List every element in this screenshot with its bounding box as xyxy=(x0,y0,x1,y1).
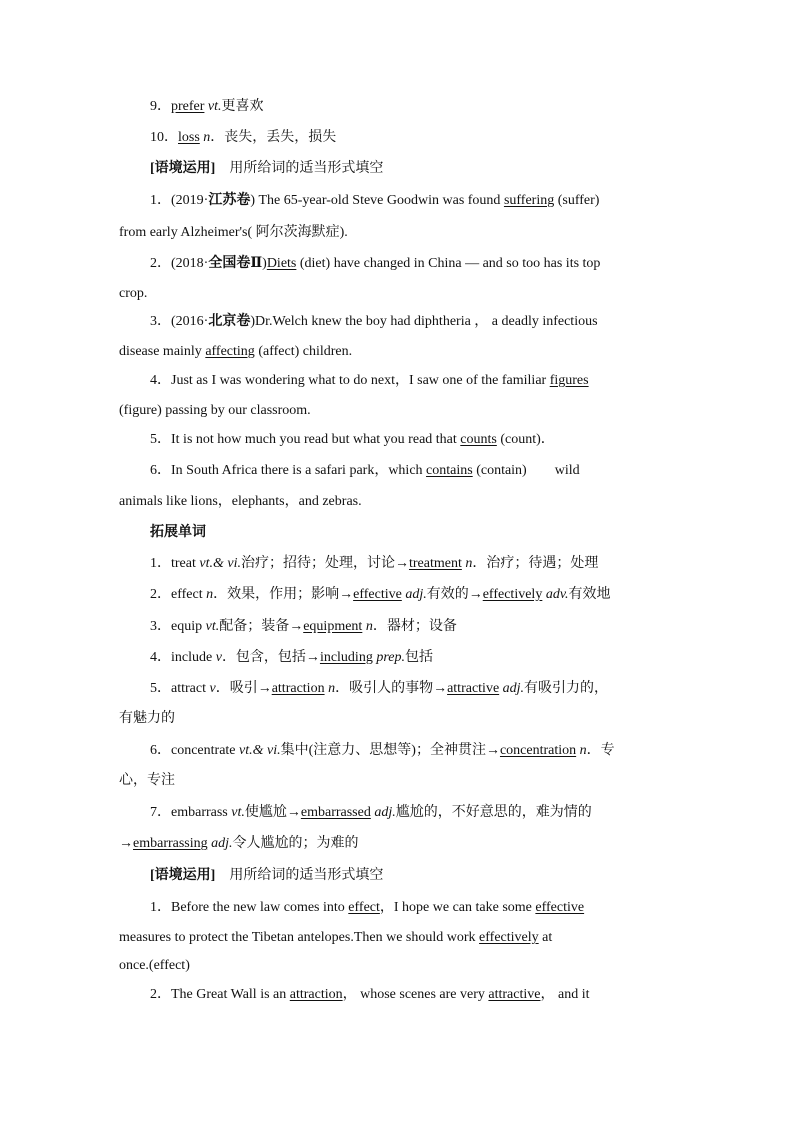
source-year: (2018· xyxy=(171,256,209,271)
question-text: ， and it xyxy=(540,987,590,1002)
item-number: 9． xyxy=(150,99,171,114)
answer-blank: effectively xyxy=(479,930,539,945)
answer-blank: figures xyxy=(549,373,589,388)
answer-blank: attractive xyxy=(488,987,541,1002)
answer-blank: effective xyxy=(353,587,402,602)
meaning: 有效地 xyxy=(568,587,611,602)
question-5 xyxy=(150,430,555,450)
meaning: 尴尬的，不好意思的，难为情的 xyxy=(395,805,592,820)
meaning: 治疗；招待；处理，讨论→ xyxy=(240,556,409,571)
extension-item-4 xyxy=(150,648,433,668)
meaning: ．吸引人的事物→ xyxy=(335,681,448,696)
answer-blank: affecting xyxy=(205,344,255,359)
question-4 xyxy=(150,371,589,391)
meaning: ．效果，作用；影响→ xyxy=(213,587,354,602)
source-year: (2016· xyxy=(171,314,209,329)
question-text: )Dr.Welch knew the boy had diphtheria ， a deadly infectious xyxy=(250,314,598,329)
extension-title: 拓展单词 xyxy=(150,525,206,540)
question-text: In South Africa there is a safari park，which xyxy=(171,463,427,478)
exercise-header xyxy=(150,159,383,179)
source-year: (2019· xyxy=(171,193,209,208)
meaning: ．专 xyxy=(586,743,615,758)
extension-item-3 xyxy=(150,617,457,637)
extension-item-5-cont xyxy=(119,709,175,729)
question-6-cont xyxy=(119,492,362,512)
part-of-speech: n xyxy=(461,556,473,571)
question-text: The Great Wall is an xyxy=(171,987,290,1002)
hint-word: (suffer) xyxy=(554,193,600,208)
question-text: (figure) passing by our classroom. xyxy=(119,403,311,418)
meaning: 有吸引力的， xyxy=(524,681,609,696)
vocab-word: embarrass xyxy=(171,805,232,820)
answer-blank: effective xyxy=(535,900,585,915)
vocab-word: treat xyxy=(171,556,200,571)
part-of-speech: adv. xyxy=(542,587,569,602)
question-2 xyxy=(150,254,600,274)
question-text: animals like lions，elephants，and zebras. xyxy=(119,494,362,509)
extension-item-1 xyxy=(150,554,598,574)
answer-blank: attraction xyxy=(271,681,325,696)
answer-blank: Diets xyxy=(266,256,297,271)
question-text: measures to protect the Tibetan antelopes.Then we should work xyxy=(119,930,480,945)
answer-blank: effectively xyxy=(482,587,543,602)
meaning: 心，专注 xyxy=(119,773,175,788)
item-number: 1． xyxy=(150,556,171,571)
answer-blank: counts xyxy=(460,432,497,447)
vocab-word: concentrate xyxy=(171,743,240,758)
extension-item-2 xyxy=(150,585,611,605)
question-text: (affect) children. xyxy=(254,344,353,359)
meaning: ．吸引→ xyxy=(215,681,272,696)
answer-blank: treatment xyxy=(408,556,462,571)
part-of-speech: adj. xyxy=(499,681,525,696)
meaning: ．器材；设备 xyxy=(372,619,457,634)
question-2-cont xyxy=(119,284,147,304)
meaning: 有效的→ xyxy=(426,587,483,602)
part-of-speech: vt. xyxy=(205,619,220,634)
meaning: ．丧失，丢失，损失 xyxy=(210,130,337,145)
section-instruction: 用所给词的适当形式填空 xyxy=(215,161,384,176)
question-1 xyxy=(150,191,599,211)
answer-blank: attraction xyxy=(289,987,343,1002)
part-of-speech: vt. xyxy=(207,99,222,114)
question-number: 3． xyxy=(150,314,171,329)
meaning: 更喜欢 xyxy=(221,99,264,114)
question-text: crop. xyxy=(119,286,148,301)
question-text: ) xyxy=(262,256,267,271)
meaning: 使尴尬→ xyxy=(244,805,301,820)
exercise2-question-1-cont xyxy=(119,928,552,948)
part-of-speech: prep. xyxy=(372,650,405,665)
question-text: Just as I was wondering what to do next，I saw one of the familiar xyxy=(171,373,550,388)
question-6 xyxy=(150,461,580,481)
part-of-speech: adj. xyxy=(401,587,427,602)
vocab-item-10 xyxy=(150,128,336,148)
item-number: 10． xyxy=(150,130,178,145)
answer-blank: concentration xyxy=(499,743,577,758)
question-text: disease mainly xyxy=(119,344,206,359)
question-number: 2． xyxy=(150,987,171,1002)
vocab-word: equip xyxy=(171,619,206,634)
part-of-speech: vt.& vi. xyxy=(199,556,241,571)
exercise2-question-2 xyxy=(150,985,589,1005)
question-text: Before the new law comes into xyxy=(171,900,349,915)
meaning: 有魅力的 xyxy=(119,711,175,726)
exam-source: 全国卷Ⅱ xyxy=(208,256,263,271)
item-number: 4． xyxy=(150,650,171,665)
section-tag: [语境运用] xyxy=(150,161,216,176)
part-of-speech: vt. xyxy=(231,805,245,820)
question-3 xyxy=(150,312,598,332)
question-number: 1． xyxy=(150,193,171,208)
vocab-item-9 xyxy=(150,97,264,117)
arrow: → xyxy=(119,836,133,851)
hint-word: once.(effect) xyxy=(119,958,190,973)
question-number: 2． xyxy=(150,256,171,271)
vocab-word: attract xyxy=(171,681,210,696)
question-text: (diet) have changed in China — and so too has its top xyxy=(296,256,601,271)
extension-item-7-cont xyxy=(119,834,359,854)
item-number: 2． xyxy=(150,587,171,602)
meaning: ．治疗；待遇；处理 xyxy=(472,556,599,571)
question-text: at xyxy=(538,930,553,945)
question-number: 6． xyxy=(150,463,171,478)
question-text: from early Alzheimer's( 阿尔茨海默症). xyxy=(119,225,348,240)
item-number: 3． xyxy=(150,619,171,634)
meaning: 配备；装备→ xyxy=(219,619,304,634)
vocab-word: effect xyxy=(171,587,207,602)
section-instruction: 用所给词的适当形式填空 xyxy=(215,868,384,883)
item-number: 6． xyxy=(150,743,171,758)
exercise2-question-1 xyxy=(150,898,584,918)
answer-blank: embarrassed xyxy=(300,805,371,820)
exercise2-question-1-cont2 xyxy=(119,956,190,976)
exam-source: 江苏卷 xyxy=(208,193,251,208)
question-text: (contain) wild xyxy=(472,463,580,478)
question-3-cont xyxy=(119,342,352,362)
extension-item-5 xyxy=(150,679,608,699)
part-of-speech: n xyxy=(206,587,214,602)
meaning: 令人尴尬的；为难的 xyxy=(232,836,359,851)
vocab-word: include xyxy=(171,650,216,665)
exercise-header-2 xyxy=(150,866,383,886)
vocab-word: loss xyxy=(178,130,200,145)
extension-item-6 xyxy=(150,741,615,761)
question-text: ， whose scenes are very xyxy=(342,987,489,1002)
hint-word: (count)． xyxy=(496,432,555,447)
question-number: 4． xyxy=(150,373,171,388)
question-4-cont xyxy=(119,401,311,421)
part-of-speech: v xyxy=(209,681,216,696)
part-of-speech: n xyxy=(576,743,587,758)
answer-blank: attractive xyxy=(447,681,500,696)
part-of-speech: n xyxy=(324,681,336,696)
question-number: 1． xyxy=(150,900,171,915)
answer-blank: effect xyxy=(348,900,380,915)
question-1-cont xyxy=(119,223,348,243)
item-number: 5． xyxy=(150,681,171,696)
meaning: ．包含，包括→ xyxy=(221,650,320,665)
question-number: 5． xyxy=(150,432,171,447)
question-text: ，I hope we can take some xyxy=(379,900,536,915)
extension-item-6-cont xyxy=(119,771,175,791)
meaning: 集中(注意力、思想等)；全神贯注→ xyxy=(280,743,500,758)
question-text: ) The 65-year-old Steve Goodwin was found xyxy=(250,193,504,208)
vocab-word: prefer xyxy=(171,99,205,114)
part-of-speech: adj. xyxy=(207,836,233,851)
meaning: 包括 xyxy=(404,650,433,665)
part-of-speech: vt.& vi. xyxy=(239,743,281,758)
item-number: 7． xyxy=(150,805,171,820)
answer-blank: embarrassing xyxy=(133,836,208,851)
question-text: It is not how much you read but what you read that xyxy=(171,432,461,447)
section-tag: [语境运用] xyxy=(150,868,216,883)
extension-item-7 xyxy=(150,803,592,823)
answer-blank: equipment xyxy=(303,619,363,634)
exam-source: 北京卷 xyxy=(208,314,251,329)
answer-blank: contains xyxy=(426,463,473,478)
part-of-speech: v xyxy=(215,650,222,665)
part-of-speech: n xyxy=(203,130,211,145)
answer-blank: suffering xyxy=(503,193,555,208)
part-of-speech: n xyxy=(362,619,373,634)
part-of-speech: adj. xyxy=(370,805,396,820)
answer-blank: including xyxy=(319,650,373,665)
